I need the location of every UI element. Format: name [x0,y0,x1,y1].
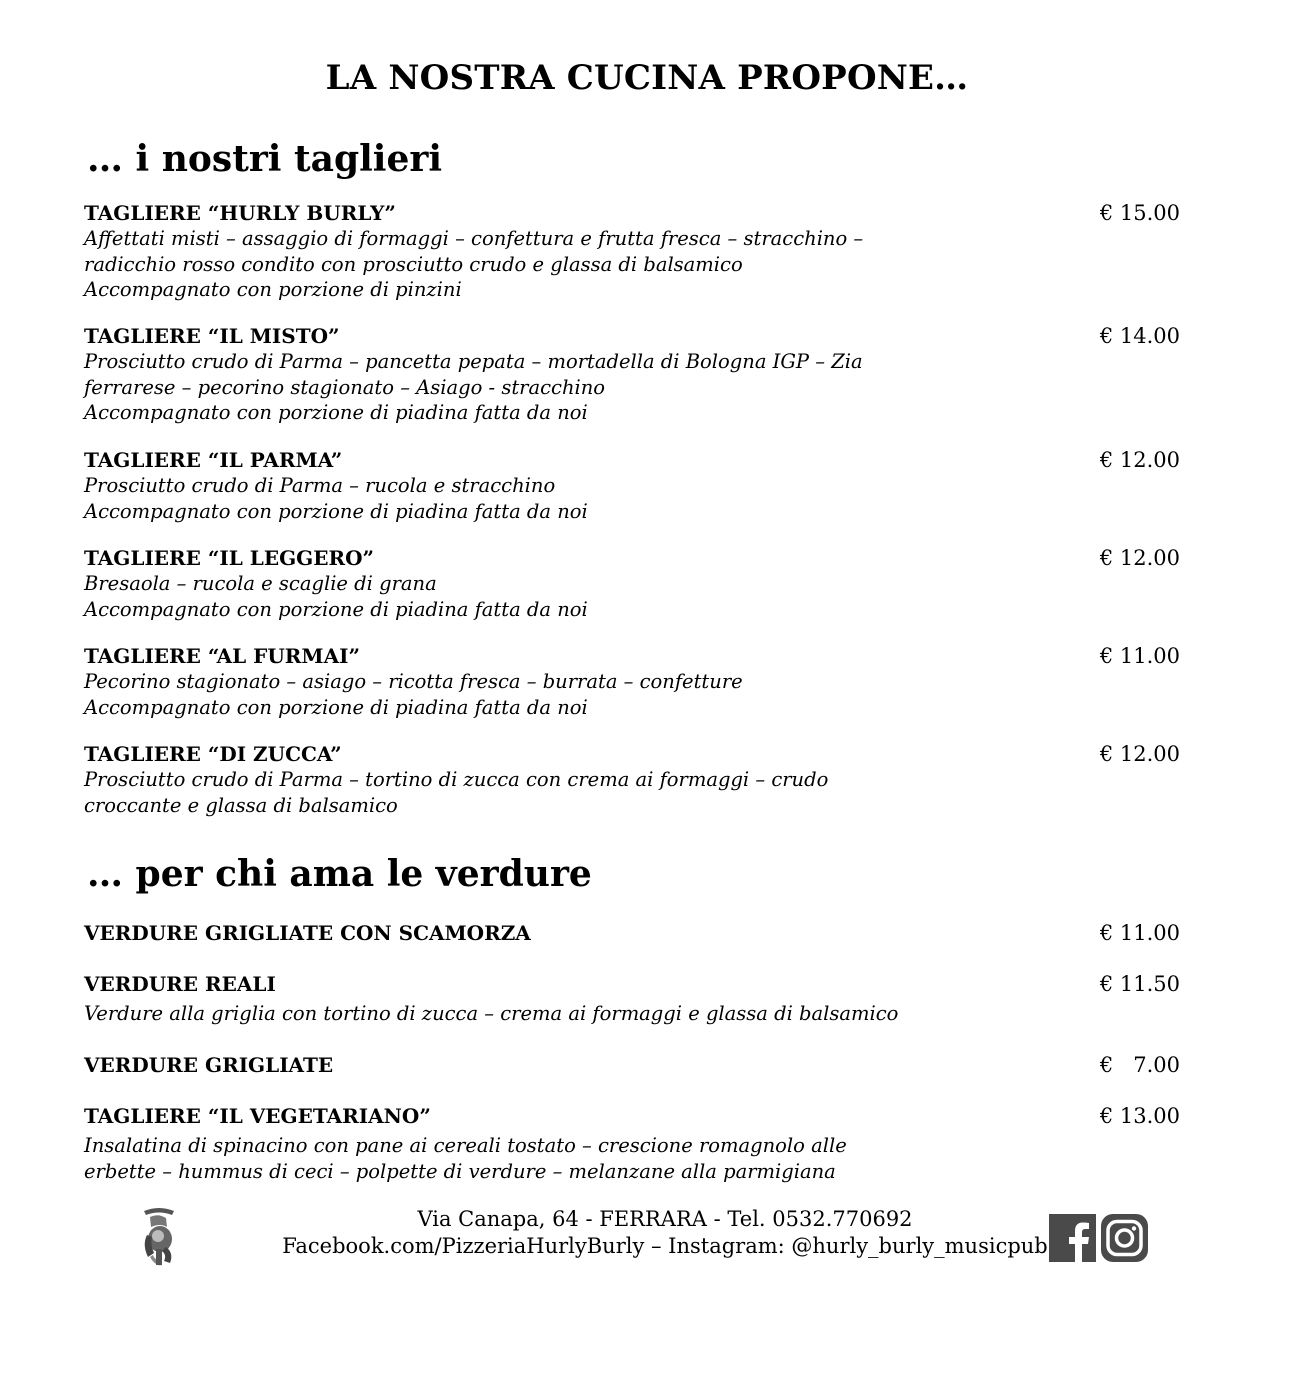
footer-social[interactable]: Facebook.com/PizzeriaHurlyBurly – Instagram: @hurly_burly_musicpub [282,1234,1048,1258]
description-line: Verdure alla griglia con tortino di zucca – crema ai formaggi e glassa di balsamico [84,1002,899,1025]
item-price: € 7.00 [1099,1053,1180,1077]
description-line: croccante e glassa di balsamico [84,793,398,817]
item-description [84,669,1180,720]
description-line: Pecorino stagionato – asiago – ricotta fresca – burrata – confetture [84,670,743,693]
item-name: TAGLIERE “IL PARMA” [84,448,343,472]
item-price: € 11.50 [1099,972,1180,996]
menu-item-header [84,920,1180,946]
menu-item-header [84,741,1180,767]
item-price: € 11.00 [1099,921,1180,945]
menu-item-header [84,643,1180,669]
description-line: erbette – hummus di ceci – polpette di verdure – melanzane alla parmigiana [84,1159,836,1183]
menu-item [84,545,1180,622]
item-name: TAGLIERE “DI ZUCCA” [84,742,342,766]
menu-item-header [84,447,1180,473]
description-line: Affettati misti – assaggio di formaggi – confettura e frutta fresca – stracchino – [84,227,864,250]
item-price: € 15.00 [1099,201,1180,225]
footer-address: Via Canapa, 64 - FERRARA - Tel. 0532.770692 [417,1207,913,1231]
description-line: Bresaola – rucola e scaglie di grana [84,572,437,595]
item-price: € 14.00 [1099,324,1180,348]
item-description [84,473,1180,524]
description-line: radicchio rosso condito con prosciutto crudo e glassa di balsamico [84,252,743,276]
menu-item [84,1052,1180,1078]
item-name: VERDURE GRIGLIATE [84,1053,334,1077]
item-description [84,349,1180,426]
description-line: ferrarese – pecorino stagionato – Asiago - stracchino [84,375,606,399]
item-price: € 12.00 [1099,448,1180,472]
item-description [84,1133,1180,1184]
item-price: € 13.00 [1099,1104,1180,1128]
instagram-icon[interactable] [1101,1214,1148,1262]
facebook-icon[interactable] [1049,1214,1096,1262]
item-description [84,226,1180,303]
menu-item [84,971,1180,1027]
menu-item [84,1103,1180,1184]
menu-item [84,920,1180,946]
menu-item-header [84,323,1180,349]
description-line: Insalatina di spinacino con pane ai cereali tostato – crescione romagnolo alle [84,1134,847,1157]
menu-item [84,741,1180,818]
description-line: Accompagnato con porzione di piadina fatta da noi [84,597,588,621]
description-line: Prosciutto crudo di Parma – rucola e stracchino [84,474,556,497]
menu-item [84,200,1180,303]
item-description [84,1001,1180,1027]
menu-item [84,323,1180,426]
description-line: Accompagnato con porzione di pinzini [84,278,462,301]
item-price: € 11.00 [1099,644,1180,668]
menu-item [84,643,1180,720]
description-line: Accompagnato con porzione di piadina fatta da noi [84,695,588,719]
section-title-taglieri: … i nostri taglieri [87,138,443,180]
item-description [84,767,1180,818]
page-title: LA NOSTRA CUCINA PROPONE… [325,58,969,98]
item-name: VERDURE GRIGLIATE CON SCAMORZA [84,921,531,945]
menu-item-header [84,971,1180,997]
menu-item-header [84,1052,1180,1078]
section-title-verdure: … per chi ama le verdure [87,853,592,895]
item-name: VERDURE REALI [84,972,276,996]
menu-item [84,447,1180,524]
item-description [84,571,1180,622]
item-name: TAGLIERE “IL VEGETARIANO” [84,1104,431,1128]
item-name: TAGLIERE “IL LEGGERO” [84,546,375,570]
item-name: TAGLIERE “HURLY BURLY” [84,201,396,225]
description-line: Accompagnato con porzione di piadina fatta da noi [84,499,588,523]
description-line: Accompagnato con porzione di piadina fatta da noi [84,401,588,424]
menu-item-header [84,200,1180,226]
instagram-logo-graphic [1101,1214,1148,1262]
item-name: TAGLIERE “AL FURMAI” [84,644,360,668]
description-line: Prosciutto crudo di Parma – tortino di zucca con crema ai formaggi – crudo [84,768,829,791]
item-price: € 12.00 [1099,546,1180,570]
item-price: € 12.00 [1099,742,1180,766]
menu-item-header [84,1103,1180,1129]
description-line: Prosciutto crudo di Parma – pancetta pepata – mortadella di Bologna IGP – Zia [84,350,863,373]
facebook-logo-graphic [1049,1214,1096,1262]
item-name: TAGLIERE “IL MISTO” [84,324,340,348]
menu-item-header [84,545,1180,571]
